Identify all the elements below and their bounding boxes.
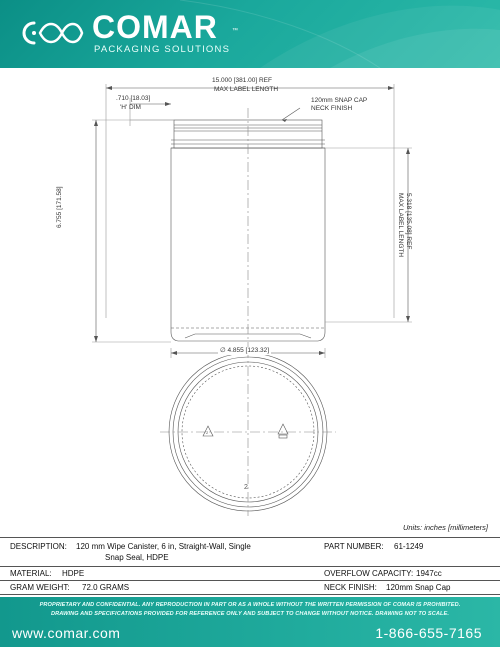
material-value: HDPE — [62, 569, 85, 578]
neck-finish-value: 120mm Snap Cap — [386, 583, 451, 592]
gram-weight-value: 72.0 GRAMS — [82, 583, 130, 592]
overall-height-dimension: 6.755 [171.58] — [56, 186, 63, 228]
material-label: MATERIAL: — [10, 569, 52, 578]
neck-finish-note-line2: NECK FINISH — [311, 105, 353, 112]
phone-number[interactable]: 1-866-655-7165 — [375, 625, 482, 641]
legal-notice — [8, 601, 492, 619]
description-value-line2: Snap Seal, HDPE — [105, 553, 169, 562]
overflow-capacity-label: OVERFLOW CAPACITY: — [324, 569, 414, 578]
container-drawing-svg — [0, 68, 500, 538]
label-height-caption: MAX LABEL LENGTH — [397, 193, 404, 258]
brand-tagline: PACKAGING SOLUTIONS — [94, 44, 231, 55]
label-length-dimension: 15.000 [381.00] REF — [212, 77, 272, 84]
neck-finish-label: NECK FINISH: — [324, 583, 377, 592]
spec-table — [0, 537, 500, 598]
label-height-dimension: 5.318 [135.08] REF — [405, 193, 412, 250]
neck-finish-note-line1: 120mm SNAP CAP — [311, 97, 368, 104]
legal-notice-line2: DRAWING AND SPECIFICATIONS PROVIDED FOR REFERENCE ONLY AND SUBJECT TO CHANGE WITHOUT NOTICE. DRAWING NOT TO SCALE. — [50, 611, 449, 617]
gram-weight-label: GRAM WEIGHT: — [10, 583, 70, 592]
overflow-capacity-value: 1947cc — [416, 569, 442, 578]
technical-drawing — [0, 68, 500, 538]
h-dim-caption: 'H' DIM — [120, 104, 141, 111]
part-number-value: 61-1249 — [394, 542, 424, 551]
website-link[interactable]: www.comar.com — [12, 625, 121, 641]
legal-notice-line1: PROPRIETARY AND CONFIDENTIAL. ANY REPRODUCTION IN PART OR AS A WHOLE WITHOUT THE WRITTEN PERMISSION OF COMAR IS PROHIBITED. — [39, 602, 461, 608]
diameter-dimension: ∅ 4.855 [123.32] — [220, 347, 270, 354]
recycle-code: 2 — [206, 430, 209, 435]
description-label: DESCRIPTION: — [10, 542, 67, 551]
brand-name: COMAR — [92, 9, 218, 45]
cavity-number: 2 — [244, 484, 248, 491]
trademark-symbol: ™ — [232, 28, 238, 34]
header-banner — [0, 0, 500, 68]
part-number-label: PART NUMBER: — [324, 542, 384, 551]
description-value-line1: 120 mm Wipe Canister, 6 in, Straight-Wall, Single — [76, 542, 251, 551]
units-note: Units: inches [millimeters] — [402, 523, 488, 532]
footer-banner — [0, 597, 500, 647]
h-dim-value: .710 [18.03] — [116, 95, 151, 102]
label-length-caption: MAX LABEL LENGTH — [214, 86, 279, 93]
comar-logo-icon — [22, 18, 88, 48]
